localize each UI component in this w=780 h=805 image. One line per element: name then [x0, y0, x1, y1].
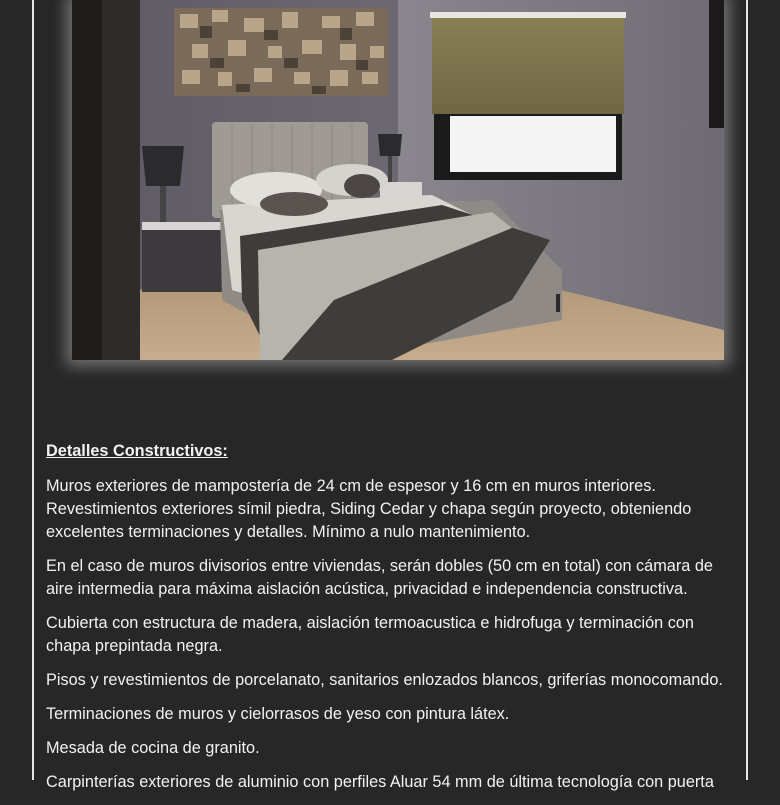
bedroom-render-image — [72, 0, 724, 360]
paragraph-finishes: Terminaciones de muros y cielorrasos de yeso con pintura látex. — [46, 705, 510, 723]
construction-details-section — [46, 440, 736, 805]
paragraph-floors: Pisos y revestimientos de porcelanato, sanitarios enlozados blancos, griferías monocomando. — [46, 671, 723, 689]
paragraph-dividing-walls: En el caso de muros divisorios entre viviendas, serán dobles (50 cm en total) con cámara de aire intermedia para máxima aislación acústica, privacidad e independencia constructiva. — [46, 557, 713, 598]
paragraph-carpentry: Carpinterías exteriores de aluminio con perfiles Aluar 54 mm de última tecnología con puerta — [46, 773, 714, 791]
paragraph-walls: Muros exteriores de mampostería de 24 cm de espesor y 16 cm en muros interiores. Revestimientos exteriores símil piedra, Siding Cedar y chapa según proyecto, obteniendo excelentes terminaciones y detalles. Mínimo a nulo mantenimiento. — [46, 477, 692, 541]
frame-border-left — [32, 0, 34, 780]
paragraph-countertop: Mesada de cocina de granito. — [46, 739, 260, 757]
wall-art-mosaic — [174, 8, 388, 96]
section-heading: Detalles Constructivos: — [46, 442, 228, 460]
frame-border-right — [746, 0, 748, 780]
paragraph-roof: Cubierta con estructura de madera, aislación termoacustica e hidrofuga y terminación con chapa prepintada negra. — [46, 614, 694, 655]
